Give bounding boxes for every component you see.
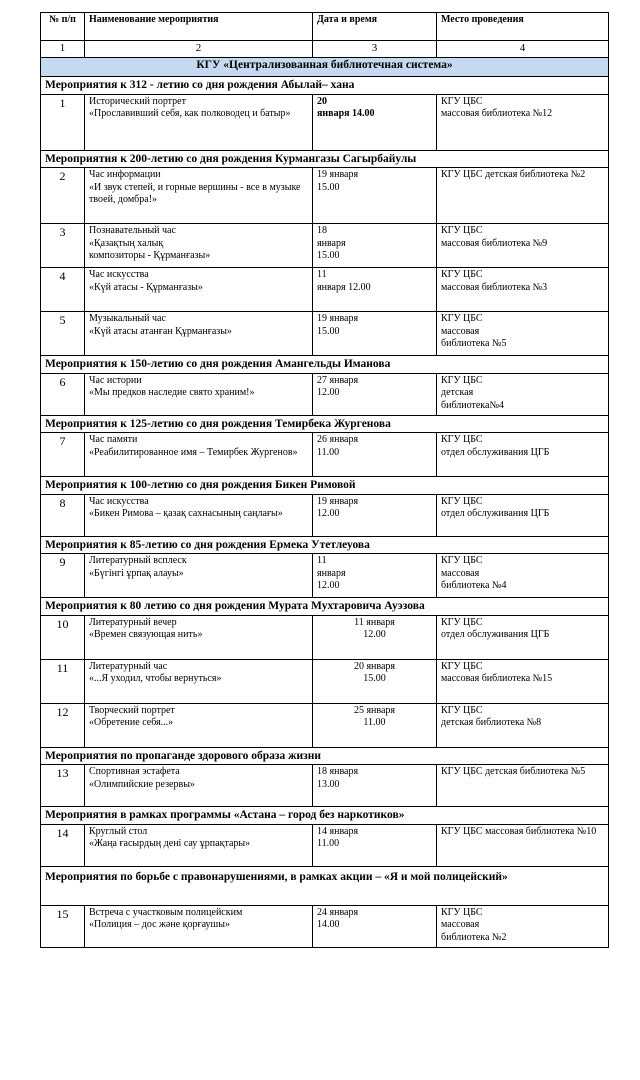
event-name-line: «Мы предков наследие свято храним!» — [89, 387, 255, 398]
event-place — [437, 433, 609, 477]
section-title: Мероприятия по пропаганде здорового образа жизни — [41, 747, 609, 765]
event-place-line: библиотека №4 — [441, 580, 507, 591]
event-name-line: «Күй атасы атанған Құрманғазы» — [89, 325, 232, 337]
event-name-line: «...Я уходил, чтобы вернуться» — [89, 673, 222, 684]
section-title: Мероприятия к 200-летию со дня рождения Курмангазы Сагырбайулы — [41, 150, 609, 168]
column-index-row — [41, 41, 609, 58]
event-date-line: 14 января — [317, 825, 359, 837]
event-name — [85, 168, 313, 224]
event-row — [41, 824, 609, 866]
event-place — [437, 703, 609, 747]
event-place-line: КГУ ЦБС — [441, 434, 483, 445]
header-num: № п/п — [41, 13, 85, 41]
event-datetime — [313, 373, 437, 415]
event-row — [41, 94, 609, 150]
event-row — [41, 615, 609, 659]
event-place-line: массовая библиотека №9 — [441, 237, 548, 249]
event-place — [437, 224, 609, 268]
event-row — [41, 905, 609, 947]
event-place-line: КГУ ЦБС — [441, 495, 483, 507]
event-name-line: Исторический портрет — [89, 95, 186, 107]
event-date-line: 26 января — [317, 434, 359, 445]
event-date-line: 11.00 — [317, 446, 340, 458]
event-number: 7 — [41, 433, 85, 477]
event-row — [41, 494, 609, 536]
event-datetime — [313, 268, 437, 312]
event-name-line: композиторы - Құрманғазы» — [89, 250, 211, 261]
event-number: 14 — [41, 824, 85, 866]
event-name-line: Спортивная эстафета — [89, 766, 180, 777]
event-name-line: Познавательный час — [89, 225, 176, 236]
event-date-line: 11 января — [354, 616, 395, 628]
event-place-line: КГУ ЦБС — [441, 225, 483, 236]
section-row — [41, 356, 609, 374]
event-place — [437, 268, 609, 312]
section-row — [41, 477, 609, 495]
event-place-line: КГУ ЦБС — [441, 704, 483, 716]
event-row — [41, 703, 609, 747]
event-number: 6 — [41, 373, 85, 415]
event-date-line: 13.00 — [317, 778, 340, 790]
event-name — [85, 312, 313, 356]
event-row — [41, 312, 609, 356]
event-name-line: Час искусства — [89, 495, 149, 507]
event-place-line: КГУ ЦБС — [441, 660, 483, 672]
event-row — [41, 268, 609, 312]
event-place-line: КГУ ЦБС детская библиотека №2 — [441, 169, 586, 180]
event-name-line: Литературный всплеск — [89, 555, 187, 566]
event-datetime — [313, 433, 437, 477]
event-name-line: «Олимпийские резервы» — [89, 778, 195, 790]
section-row — [41, 415, 609, 433]
event-date-line: 25 января — [353, 704, 396, 716]
event-place-line: КГУ ЦБС — [441, 906, 483, 918]
event-place-line: детская библиотека №8 — [441, 717, 542, 728]
event-place-line: массовая библиотека №15 — [441, 673, 553, 684]
section-row — [41, 866, 609, 905]
event-place-line: КГУ ЦБС — [441, 616, 483, 628]
section-title: Мероприятия к 100-летию со дня рождения Бикен Римовой — [41, 477, 609, 495]
event-datetime — [313, 824, 437, 866]
event-place — [437, 554, 609, 598]
events-body — [41, 77, 609, 948]
section-row — [41, 150, 609, 168]
event-date-line: 12.00 — [317, 387, 340, 398]
event-date-line: 27 января — [317, 374, 359, 386]
event-name — [85, 703, 313, 747]
event-name-line: Час истории — [89, 374, 142, 386]
section-title: Мероприятия по борьбе с правонарушениями, в рамках акции – «Я и мой полицейский» — [41, 866, 609, 905]
event-place-line: КГУ ЦБС — [441, 374, 483, 386]
event-date-line: 11 — [317, 555, 327, 566]
event-date-line: января — [317, 237, 346, 249]
event-date-line: 24 января — [317, 906, 359, 918]
event-date-line: 15.00 — [317, 325, 340, 337]
event-row — [41, 224, 609, 268]
event-datetime — [313, 312, 437, 356]
event-name-line: «Жаңа ғасырдың дені сау ұрпақтары» — [89, 838, 251, 849]
event-row — [41, 433, 609, 477]
section-row — [41, 807, 609, 825]
events-table — [40, 12, 609, 948]
event-number: 5 — [41, 312, 85, 356]
event-place-line: КГУ ЦБС — [441, 313, 483, 324]
event-place-line: КГУ ЦБС — [441, 269, 483, 280]
event-row — [41, 168, 609, 224]
table-header-row — [41, 13, 609, 41]
event-place-line: отдел обслуживания ЦГБ — [441, 508, 550, 519]
event-place — [437, 905, 609, 947]
event-datetime — [313, 224, 437, 268]
section-title: Мероприятия к 85-летию со дня рождения Ермека Утетлеуова — [41, 536, 609, 554]
section-title: Мероприятия к 125-летию со дня рождения Темирбека Жургенова — [41, 415, 609, 433]
event-name — [85, 373, 313, 415]
event-place — [437, 94, 609, 150]
event-name — [85, 268, 313, 312]
event-name — [85, 494, 313, 536]
event-number: 10 — [41, 615, 85, 659]
event-datetime — [313, 94, 437, 150]
event-name — [85, 554, 313, 598]
event-place-line: КГУ ЦБС — [441, 95, 483, 107]
event-date-line: 11.00 — [317, 838, 340, 849]
event-date-line: 19 января — [317, 169, 359, 180]
event-place — [437, 312, 609, 356]
event-name — [85, 659, 313, 703]
section-row — [41, 598, 609, 616]
event-datetime — [313, 659, 437, 703]
event-date-line: января — [317, 567, 346, 579]
event-number: 2 — [41, 168, 85, 224]
event-name-line: «Времен связующая нить» — [89, 629, 203, 640]
event-date-line: 19 января — [317, 313, 359, 324]
event-date-line: 11.00 — [363, 717, 386, 728]
section-row — [41, 536, 609, 554]
event-date-line: 12.00 — [317, 508, 340, 519]
event-place — [437, 494, 609, 536]
section-row — [41, 77, 609, 95]
event-name-line: «Прославивший себя, как полководец и батыр» — [89, 108, 291, 119]
event-place-line: массовая библиотека №3 — [441, 281, 548, 293]
event-date-line: 15.00 — [363, 673, 386, 684]
event-place-line: библиотека№4 — [441, 399, 504, 411]
event-number: 4 — [41, 268, 85, 312]
event-date-line: 18 — [317, 225, 327, 236]
event-date-line: 12.00 — [363, 629, 386, 640]
event-name-line: «Бикен Римова – қазақ сахнасының саңлағы» — [89, 508, 283, 519]
event-name-line: «Қазақтың халық — [89, 237, 164, 249]
event-place — [437, 824, 609, 866]
event-number: 8 — [41, 494, 85, 536]
events-plan-document — [40, 12, 608, 948]
event-datetime — [313, 615, 437, 659]
event-place-line: массовая библиотека №12 — [441, 108, 553, 119]
event-place — [437, 765, 609, 807]
event-datetime — [313, 554, 437, 598]
event-number: 3 — [41, 224, 85, 268]
event-row — [41, 373, 609, 415]
event-date-line: 19 января — [317, 495, 359, 507]
event-place — [437, 168, 609, 224]
event-number: 13 — [41, 765, 85, 807]
event-date-line: января 14.00 — [317, 108, 375, 119]
event-name — [85, 824, 313, 866]
organization-row — [41, 58, 609, 77]
header-datetime: Дата и время — [313, 13, 437, 41]
event-name-line: «Күй атасы - Құрманғазы» — [89, 281, 203, 293]
event-place-line: массовая — [441, 567, 480, 579]
event-place — [437, 373, 609, 415]
event-number: 15 — [41, 905, 85, 947]
column-index: 2 — [85, 41, 313, 58]
section-title: Мероприятия к 312 - летию со дня рождения Абылай– хана — [41, 77, 609, 95]
event-datetime — [313, 765, 437, 807]
event-number: 9 — [41, 554, 85, 598]
event-date-line: 20 января — [353, 660, 396, 672]
event-name — [85, 905, 313, 947]
event-place-line: отдел обслуживания ЦГБ — [441, 446, 550, 458]
event-name — [85, 615, 313, 659]
event-name-line: «Обретение себя...» — [89, 717, 174, 728]
event-number: 12 — [41, 703, 85, 747]
event-place — [437, 659, 609, 703]
section-title: Мероприятия к 80 летию со дня рождения Мурата Мухтаровича Ауэзова — [41, 598, 609, 616]
event-row — [41, 659, 609, 703]
event-name — [85, 765, 313, 807]
event-name-line: Час информации — [89, 169, 161, 180]
column-index: 3 — [313, 41, 437, 58]
section-row — [41, 747, 609, 765]
event-name-line: Литературный вечер — [89, 616, 177, 628]
event-name-line: «Реабилитированное имя – Темирбек Жургенов» — [89, 446, 298, 458]
event-datetime — [313, 703, 437, 747]
header-name: Наименование мероприятия — [85, 13, 313, 41]
event-place-line: библиотека №2 — [441, 931, 507, 943]
column-index: 4 — [437, 41, 609, 58]
event-datetime — [313, 168, 437, 224]
organization-title: КГУ «Централизованная библиотечная система» — [41, 58, 609, 77]
event-datetime — [313, 494, 437, 536]
event-number: 11 — [41, 659, 85, 703]
column-index: 1 — [41, 41, 85, 58]
event-place — [437, 615, 609, 659]
event-date-line: 15.00 — [317, 181, 340, 193]
event-date-line: 11 — [317, 269, 327, 280]
event-name-line: Встреча с участковым полицейским — [89, 906, 243, 918]
event-place-line: массовая — [441, 325, 480, 337]
event-datetime — [313, 905, 437, 947]
header-place: Место проведения — [437, 13, 609, 41]
event-name-line: Литературный час — [89, 660, 168, 672]
event-name-line: Круглый стол — [89, 825, 148, 837]
event-name-line: Час памяти — [89, 434, 138, 445]
event-place-line: КГУ ЦБС — [441, 555, 483, 566]
event-name — [85, 94, 313, 150]
event-name-line: Час искусства — [89, 269, 149, 280]
event-date-line: января 12.00 — [317, 281, 371, 293]
event-name-line: «Бүгінгі ұрпақ алауы» — [89, 567, 184, 579]
event-date-line: 20 — [317, 95, 327, 107]
event-date-line: 12.00 — [317, 580, 340, 591]
event-place-line: КГУ ЦБС массовая библиотека №10 — [441, 825, 597, 837]
event-place-line: отдел обслуживания ЦГБ — [441, 629, 550, 640]
event-date-line: 15.00 — [317, 250, 340, 261]
section-title: Мероприятия к 150-летию со дня рождения Амангельды Иманова — [41, 356, 609, 374]
event-date-line: 14.00 — [317, 919, 340, 930]
event-number: 1 — [41, 94, 85, 150]
event-row — [41, 554, 609, 598]
event-place-line: детская — [441, 387, 474, 398]
event-name-line: Творческий портрет — [89, 704, 175, 716]
event-date-line: 18 января — [317, 766, 359, 777]
section-title: Мероприятия в рамках программы «Астана – город без наркотиков» — [41, 807, 609, 825]
event-place-line: КГУ ЦБС детская библиотека №5 — [441, 766, 586, 777]
event-place-line: библиотека №5 — [441, 338, 507, 349]
event-name-line: «И звук степей, и горные вершины - все в музыке твоей, домбра!» — [89, 181, 301, 205]
event-place-line: массовая — [441, 919, 480, 930]
event-name-line: «Полиция – дос және қорғаушы» — [89, 919, 230, 930]
event-name-line: Музыкальный час — [89, 313, 166, 324]
event-name — [85, 433, 313, 477]
event-row — [41, 765, 609, 807]
event-name — [85, 224, 313, 268]
